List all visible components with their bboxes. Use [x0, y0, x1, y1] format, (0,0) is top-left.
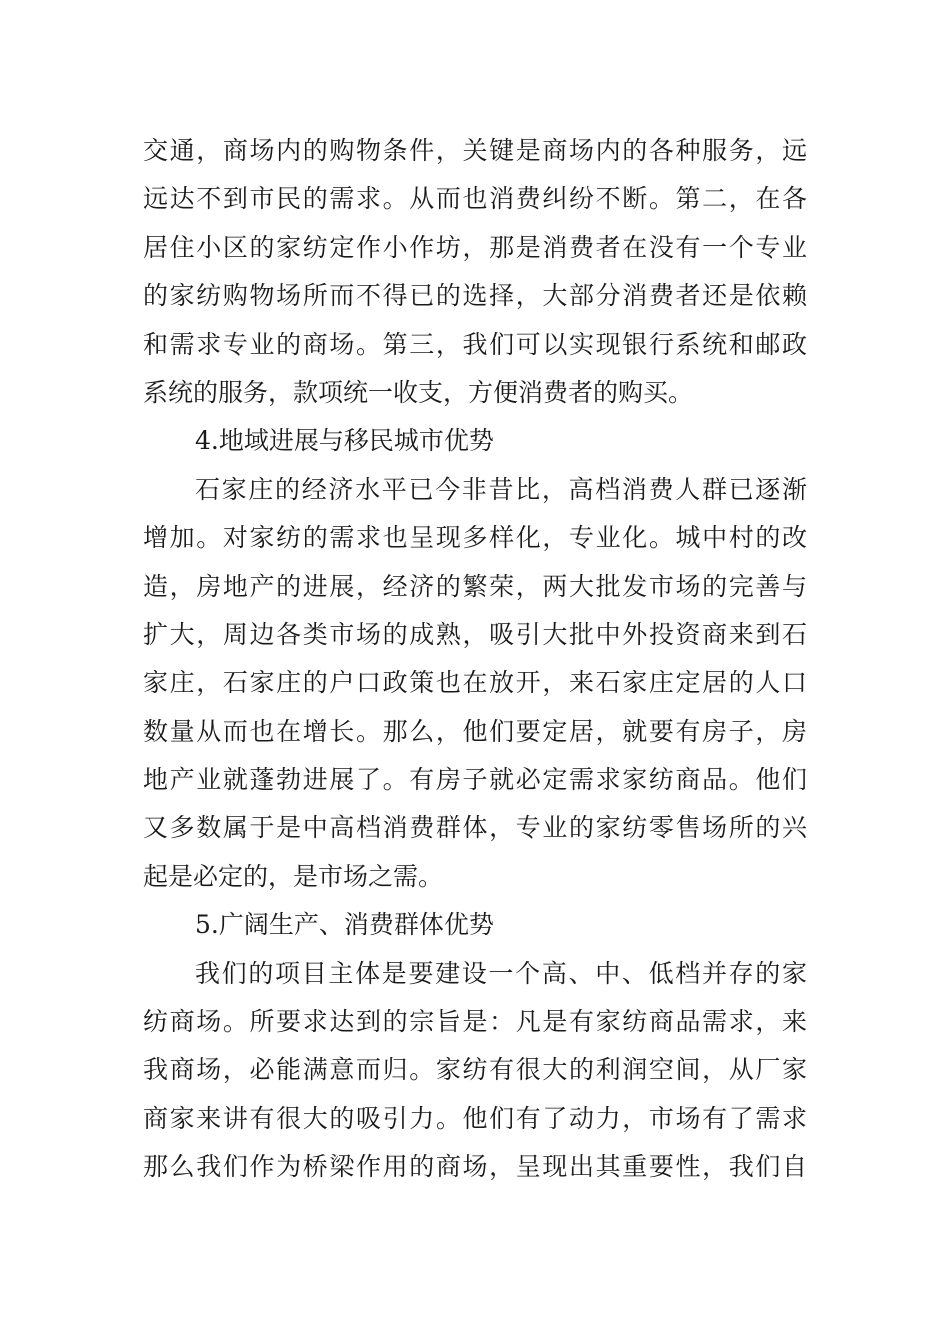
section-heading-5: 5.广阔生产、消费群体优势	[195, 910, 494, 940]
text-line: 和需求专业的商场。第三，我们可以实现银行系统和邮政	[143, 329, 807, 359]
text-line: 造，房地产的进展，经济的繁荣，两大批发市场的完善与	[143, 571, 807, 601]
text-line: 远达不到市民的需求。从而也消费纠纷不断。第二，在各	[143, 184, 807, 214]
text-line: 商家来讲有很大的吸引力。他们有了动力，市场有了需求	[143, 1103, 807, 1133]
text-line: 系统的服务，款项统一收支，方便消费者的购买。	[143, 377, 694, 407]
text-line: 纺商场。所要求达到的宗旨是：凡是有家纺商品需求，来	[143, 1007, 807, 1037]
text-line: 地产业就蓬勃进展了。有房子就必定需求家纺商品。他们	[143, 765, 807, 795]
paragraph-services	[143, 127, 807, 417]
text-line: 石家庄的经济水平已今非昔比，高档消费人群已逐渐	[195, 474, 807, 504]
text-line: 交通，商场内的购物条件，关键是商场内的各种服务，远	[143, 136, 807, 165]
paragraph-city-development	[143, 466, 807, 902]
text-line: 那么我们作为桥梁作用的商场，呈现出其重要性，我们自	[143, 1152, 807, 1182]
text-line: 居住小区的家纺定作小作坊，那是消费者在没有一个专业	[143, 232, 807, 262]
text-line: 增加。对家纺的需求也呈现多样化，专业化。城中村的改	[143, 523, 807, 553]
section-heading-4: 4.地域进展与移民城市优势	[195, 426, 494, 456]
paragraph-project-subject	[143, 950, 807, 1192]
document-body	[143, 127, 807, 1192]
text-line: 数量从而也在增长。那么，他们要定居，就要有房子，房	[143, 716, 807, 746]
text-line: 又多数属于是中高档消费群体，专业的家纺零售场所的兴	[143, 813, 807, 843]
text-line: 起是必定的，是市场之需。	[143, 861, 444, 891]
text-line: 我商场，必能满意而归。家纺有很大的利润空间，从厂家	[143, 1055, 807, 1085]
text-line: 的家纺购物场所而不得已的选择，大部分消费者还是依赖	[143, 281, 807, 311]
text-line: 家庄，石家庄的户口政策也在放开，来石家庄定居的人口	[143, 668, 807, 698]
text-line: 扩大，周边各类市场的成熟，吸引大批中外投资商来到石	[143, 619, 807, 649]
text-line: 我们的项目主体是要建设一个高、中、低档并存的家	[195, 958, 807, 988]
